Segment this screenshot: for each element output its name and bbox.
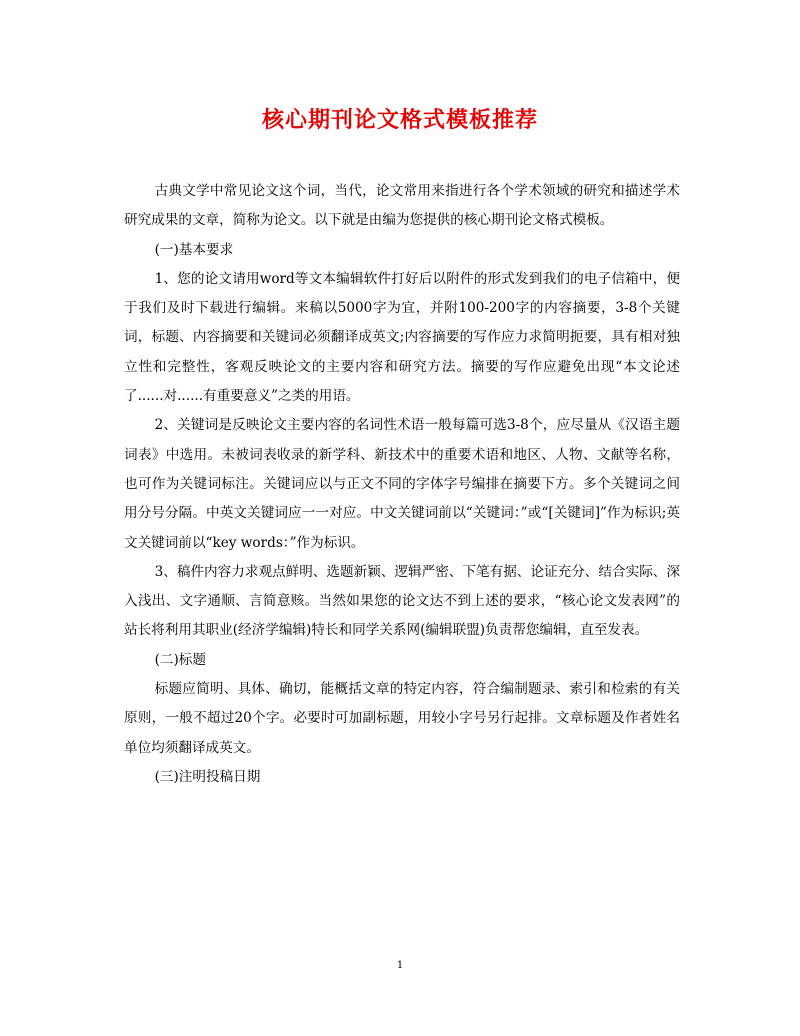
paragraph-intro: 古典文学中常见论文这个词，当代，论文常用来指进行各个学术领域的研究和描述学术研究成果的文章，简称为论文。以下就是由编为您提供的核心期刊论文格式模板。 [124,183,680,229]
section-heading-basic-requirements: (一)基本要求 [154,241,234,258]
section-heading-submission-date: (三)注明投稿日期 [154,768,261,785]
paragraph-item-3: 3、稿件内容力求观点鲜明、选题新颖、逻辑严密、下笔有据、论证充分、结合实际、深入浅出、文字通顺、言简意赅。当然如果您的论文达不到上述的要求，“核心论文发表网”的站长将利用其职业(经济学编辑)特长和同学关系网(编辑联盟)负责帮您编辑，直至发表。 [124,563,680,639]
section-heading-title: (二)标题 [154,651,206,668]
paragraph-title-rules: 标题应简明、具体、确切，能概括文章的特定内容，符合编制题录、索引和检索的有关原则，一般不超过20个字。必要时可加副标题，用较小字号另行起排。文章标题及作者姓名单位均须翻译成英文。 [124,681,680,756]
paragraph-item-1: 1、您的论文请用word等文本编辑软件打好后以附件的形式发到我们的电子信箱中，便于我们及时下载进行编辑。来稿以5000字为宜，并附100-200字的内容摘要，3-8个关键词，标题、内容摘要和关键词必须翻译成英文;内容摘要的写作应力求简明扼要，具有相对独立性和完整性，客观反映论文的主要内容和研究方法。摘要的写作应避免出现“本文论述了......对......有重要意义”之类的用语。 [124,270,680,405]
page-number: 1 [396,960,404,971]
document-body [124,177,680,792]
paragraph-item-2: 2、关键词是反映论文主要内容的名词性术语一般每篇可选3-8个，应尽量从《汉语主题词表》中选用。未被词表收录的新学科、新技术中的重要术语和地区、人物、文献等名称，也可作为关键词标注。关键词应以与正文不同的字体字号编排在摘要下方。多个关键词之间用分号分隔。中英文关键词应一一对应。中文关键词前以“关键词：”或“[关键词]”作为标识;英文关键词前以“key words：”作为标识。 [124,417,680,551]
document-title: 核心期刊论文格式模板推荐 [261,107,538,133]
